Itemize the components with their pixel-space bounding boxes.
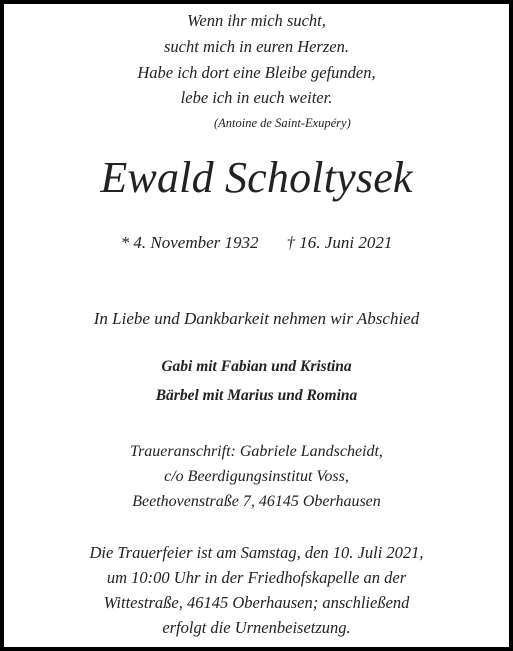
address-line: Traueranschrift: Gabriele Landscheidt, xyxy=(130,443,383,460)
family-line: Gabi mit Fabian und Kristina xyxy=(161,358,352,375)
ceremony-line: Wittestraße, 46145 Oberhausen; anschließend xyxy=(103,593,410,612)
poem-attribution: (Antoine de Saint-Exupéry) xyxy=(214,116,351,130)
poem-line: Wenn ihr mich sucht, xyxy=(187,11,326,30)
family-line: Bärbel mit Marius und Romina xyxy=(155,387,358,404)
deceased-name: Ewald Scholtysek xyxy=(100,153,413,202)
life-dates xyxy=(8,234,505,251)
ceremony-line: Die Trauerfeier ist am Samstag, den 10. Juli 2021, xyxy=(89,543,424,562)
address-line: Beethovenstraße 7, 46145 Oberhausen xyxy=(132,493,381,510)
ceremony-line: um 10:00 Uhr in der Friedhofskapelle an der xyxy=(106,568,407,587)
address-line: c/o Beerdigungsinstitut Voss, xyxy=(164,468,349,485)
poem-line: Habe ich dort eine Bleibe gefunden, xyxy=(137,63,376,82)
farewell-text: In Liebe und Dankbarkeit nehmen wir Abschied xyxy=(93,309,420,328)
poem-line: sucht mich in euren Herzen. xyxy=(164,37,349,56)
birth-date: * 4. November 1932 xyxy=(120,233,259,252)
ceremony-line: erfolgt die Urnenbeisetzung. xyxy=(162,618,351,637)
death-date: † 16. Juni 2021 xyxy=(286,233,393,252)
poem-line: lebe ich in euch weiter. xyxy=(180,88,333,107)
